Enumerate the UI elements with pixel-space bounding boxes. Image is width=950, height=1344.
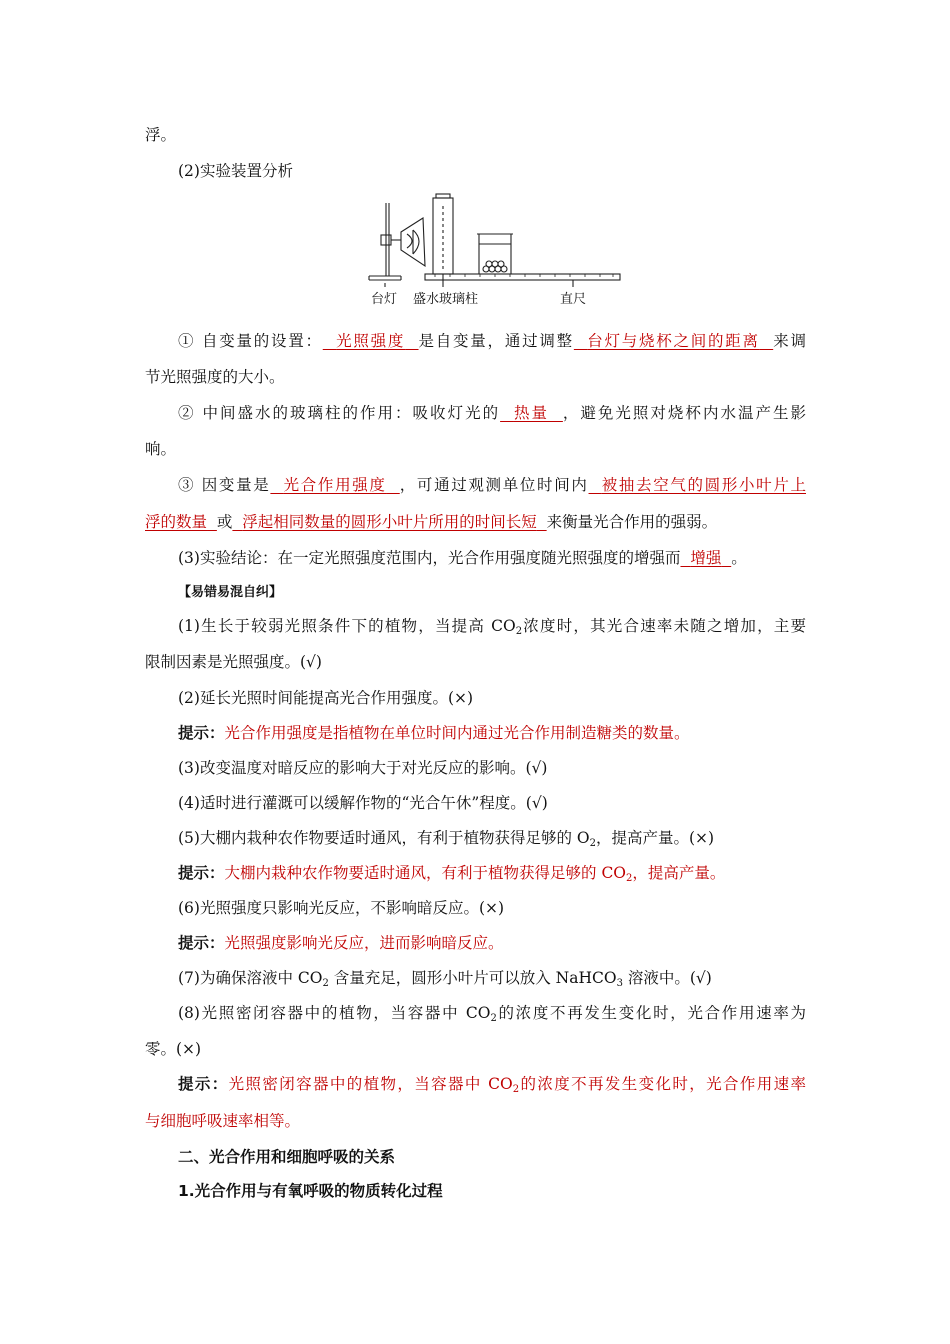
- conclusion-line: (3)实验结论：在一定光照强度范围内，光合作用强度随光照强度的增强而 增强 。: [178, 549, 747, 567]
- question-2: (2)延长光照时间能提高光合作用强度。(×): [178, 689, 474, 707]
- label-lamp: 台灯: [371, 292, 398, 307]
- answer-blank: 光照强度: [336, 332, 406, 350]
- answer-blank: 热量: [513, 404, 549, 422]
- question-8-line-2: 零。(×): [145, 1040, 202, 1058]
- intro-tail: 浮。: [145, 126, 177, 144]
- hint-label: 提示：: [178, 934, 225, 952]
- hint-2: 提示：光合作用强度是指植物在单位时间内通过光合作用制造糖类的数量。: [178, 724, 690, 742]
- question-6: (6)光照强度只影响光反应，不影响暗反应。(×): [178, 899, 505, 917]
- item-2-line-1: ② 中间盛水的玻璃柱的作用：吸收灯光的 热量 ，避免光照对烧杯内水温产生影: [178, 404, 806, 422]
- question-5: (5)大棚内栽种农作物要适时通风，有利于植物获得足够的 $O_2$，提高产量。(×): [178, 829, 715, 849]
- part-2-subheading: 1.光合作用与有氧呼吸的物质转化过程: [178, 1182, 443, 1200]
- answer-blank: 光合作用强度: [283, 476, 387, 494]
- question-7: (7)为确保溶液中 $CO_2$ 含量充足，圆形小叶片可以放入 NaHCO$_3$ 溶液中。(√): [178, 969, 712, 989]
- part-2-heading: 二、光合作用和细胞呼吸的关系: [178, 1148, 396, 1166]
- section-heading: (2)实验装置分析: [178, 162, 293, 180]
- apparatus-figure: [355, 188, 625, 310]
- question-1-line-2: 限制因素是光照强度。(√): [145, 653, 322, 671]
- item-1-line-1: ① 自变量的设置： 光照强度 是自变量，通过调整 台灯与烧杯之间的距离 来调: [178, 332, 806, 350]
- label-ruler: 直尺: [560, 292, 587, 307]
- question-8-line-1: (8)光照密闭容器中的植物，当容器中 $CO_2$的浓度不再发生变化时，光合作用速率为: [178, 1004, 806, 1024]
- answer-blank: 增强: [690, 549, 722, 567]
- hint-8-line-2: 与细胞呼吸速率相等。: [145, 1112, 301, 1130]
- errors-heading: 【易错易混自纠】: [178, 585, 283, 600]
- hint-5: 提示：大棚内栽种农作物要适时通风，有利于植物获得足够的 $CO_2$，提高产量。: [178, 864, 726, 884]
- hint-8-line-1: 提示：光照密闭容器中的植物，当容器中 $CO_2$的浓度不再发生变化时，光合作用速率: [178, 1075, 806, 1095]
- item-2-line-2: 响。: [145, 440, 177, 458]
- item-3-line-1: ③ 因变量是 光合作用强度 ，可通过观测单位时间内 被抽去空气的圆形小叶片上: [178, 476, 806, 494]
- answer-blank: 浮的数量: [145, 513, 208, 531]
- hint-label: 提示：: [178, 1075, 229, 1093]
- answer-blank: 台灯与烧杯之间的距离: [587, 332, 760, 350]
- hint-label: 提示：: [178, 864, 225, 882]
- ruler: [425, 274, 620, 280]
- item-3-line-2: 浮的数量 或 浮起相同数量的圆形小叶片所用的时间长短 来衡量光合作用的强弱。: [145, 513, 718, 531]
- item-1-line-2: 节光照强度的大小。: [145, 368, 285, 386]
- label-column: 盛水玻璃柱: [413, 292, 479, 307]
- answer-blank: 浮起相同数量的圆形小叶片所用的时间长短: [242, 513, 537, 531]
- leaf-discs: [483, 261, 507, 272]
- question-4: (4)适时进行灌溉可以缓解作物的“光合午休”程度。(√): [178, 794, 548, 812]
- question-3: (3)改变温度对暗反应的影响大于对光反应的影响。(√): [178, 759, 548, 777]
- answer-blank: 被抽去空气的圆形小叶片上: [601, 476, 806, 494]
- hint-6: 提示：光照强度影响光反应，进而影响暗反应。: [178, 934, 504, 952]
- question-1-line-1: (1)生长于较弱光照条件下的植物，当提高 $CO_2$浓度时，其光合速率未随之增加，主要: [178, 617, 806, 637]
- hint-label: 提示：: [178, 724, 225, 742]
